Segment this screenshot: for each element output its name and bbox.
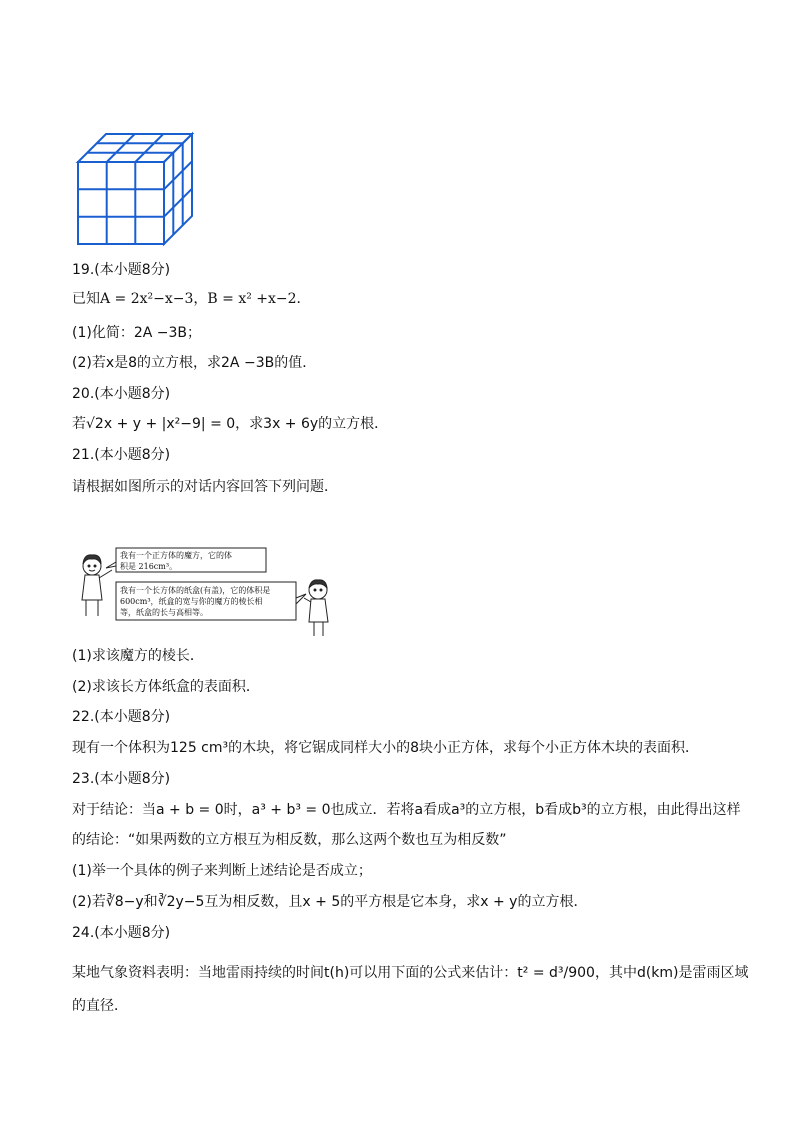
cube-front-face — [78, 162, 164, 244]
q19-title: 19.(本小题8分) — [72, 262, 171, 278]
bubble1-line1: 我有一个正方体的魔方，它的体 — [120, 551, 232, 560]
girl-illustration — [82, 555, 112, 616]
q24-title: 24.(本小题8分) — [72, 925, 171, 941]
cube-figure — [74, 130, 196, 248]
cube-right-face — [164, 134, 192, 244]
q21-text: 请根据如图所示的对话内容回答下列问题． — [72, 479, 338, 495]
bubble2-line1: 我有一个长方体的纸盒(有盖)，它的体积是 — [120, 586, 271, 595]
q24-line1: 某地气象资料表明：当地雷雨持续的时间t(h)可以用下面的公式来估计：t² = d³/900，其中d(km)是雷雨区域 — [72, 965, 749, 981]
q19-part2: (2)若x是8的立方根，求2A −3B的值． — [72, 355, 317, 371]
dialogue-figure — [78, 542, 338, 638]
q22-text: 现有一个体积为125 cm³的木块，将它锯成同样大小的8块小正方体，求每个小正方体木块的表面积． — [72, 740, 700, 756]
q22-title: 22.(本小题8分) — [72, 709, 171, 725]
q19-given: 已知A = 2x²−x−3，B = x² +x−2． — [72, 291, 311, 307]
cube-top-face — [78, 134, 192, 162]
q20-text: 若√2x + y + |x²−9| = 0，求3x + 6y的立方根． — [72, 416, 389, 432]
q23-line1: 对于结论：当a + b = 0时，a³ + b³ = 0也成立．若将a看成a³的立方根，b看成b³的立方根，由此得出这样 — [72, 802, 741, 818]
bubble2-line2: 600cm³，纸盒的宽与你的魔方的棱长相 — [120, 597, 263, 606]
bubble1-line2: 积是 216cm³。 — [120, 562, 178, 571]
q23-part1: (1)举一个具体的例子来判断上述结论是否成立； — [72, 863, 372, 879]
q23-title: 23.(本小题8分) — [72, 771, 171, 787]
speech-bubble-2 — [116, 582, 306, 620]
q19-part1: (1)化简：2A −3B； — [72, 325, 202, 341]
q24-line2: 的直径． — [72, 998, 128, 1014]
q23-part2: (2)若∛8−y和∛2y−5互为相反数，且x + 5的平方根是它本身，求x + y的立方根． — [72, 894, 588, 910]
q21-part2: (2)求该长方体纸盒的表面积． — [72, 679, 260, 695]
bubble2-line3: 等，纸盒的长与高相等。 — [120, 608, 208, 617]
q21-part1: (1)求该魔方的棱长． — [72, 648, 204, 664]
speech-bubble-1 — [106, 548, 266, 572]
q23-line2: 的结论：“如果两数的立方根互为相反数，那么这两个数也互为相反数” — [72, 832, 507, 848]
q21-title: 21.(本小题8分) — [72, 447, 171, 463]
boy-illustration — [304, 580, 328, 636]
q20-title: 20.(本小题8分) — [72, 386, 171, 402]
